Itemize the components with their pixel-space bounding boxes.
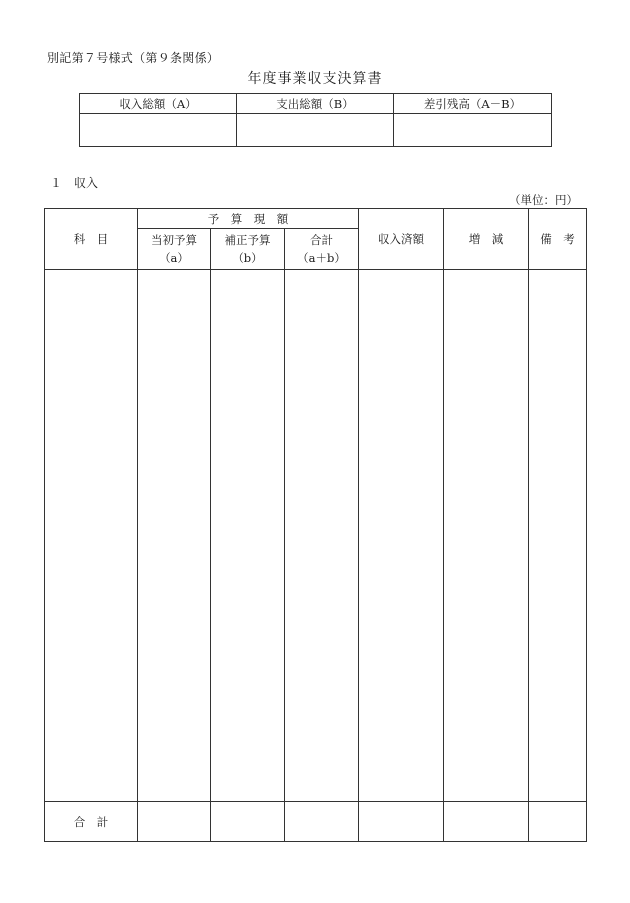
received-header: 収入済額 (359, 209, 444, 270)
supplementary-budget-label: 補正予算 (224, 232, 271, 247)
budget-total-body-cell[interactable] (285, 270, 359, 802)
total-budget-cell[interactable] (285, 802, 359, 842)
income-total-cell[interactable] (80, 114, 237, 147)
total-supplementary-cell[interactable] (211, 802, 285, 842)
balance-cell[interactable] (394, 114, 552, 147)
difference-header: 増 減 (444, 209, 529, 270)
section-heading: １ 収入 (50, 176, 99, 190)
initial-budget-body-cell[interactable] (138, 270, 211, 802)
remarks-header: 備 考 (529, 209, 587, 270)
unit-label: （単位：円） (509, 193, 578, 207)
initial-budget-sub: （a） (159, 251, 189, 265)
supplementary-budget-body-cell[interactable] (211, 270, 285, 802)
received-body-cell[interactable] (359, 270, 444, 802)
document-title: 年度事業収支決算書 (247, 71, 383, 87)
subject-body-cell[interactable] (45, 270, 138, 802)
income-table (44, 208, 587, 842)
supplementary-budget-header (211, 229, 285, 270)
total-remarks-cell[interactable] (529, 802, 587, 842)
total-row-label: 合 計 (45, 802, 138, 842)
form-identifier: 別記第７号様式（第９条関係） (47, 51, 220, 65)
summary-table (79, 93, 552, 147)
budget-total-label: 合計 (310, 232, 334, 247)
subject-header: 科 目 (45, 209, 138, 270)
initial-budget-header (138, 229, 211, 270)
expense-total-cell[interactable] (237, 114, 394, 147)
budget-total-sub: （a＋b） (297, 251, 346, 265)
remarks-body-cell[interactable] (529, 270, 587, 802)
total-difference-cell[interactable] (444, 802, 529, 842)
supplementary-budget-sub: （b） (232, 251, 263, 265)
expense-total-header: 支出総額（B） (237, 94, 394, 114)
difference-body-cell[interactable] (444, 270, 529, 802)
income-total-header: 収入総額（A） (80, 94, 237, 114)
total-initial-cell[interactable] (138, 802, 211, 842)
total-received-cell[interactable] (359, 802, 444, 842)
budget-group-header: 予 算 現 額 (138, 209, 359, 229)
budget-total-header (285, 229, 359, 270)
balance-header: 差引残高（A－B） (394, 94, 552, 114)
initial-budget-label: 当初予算 (151, 232, 197, 247)
